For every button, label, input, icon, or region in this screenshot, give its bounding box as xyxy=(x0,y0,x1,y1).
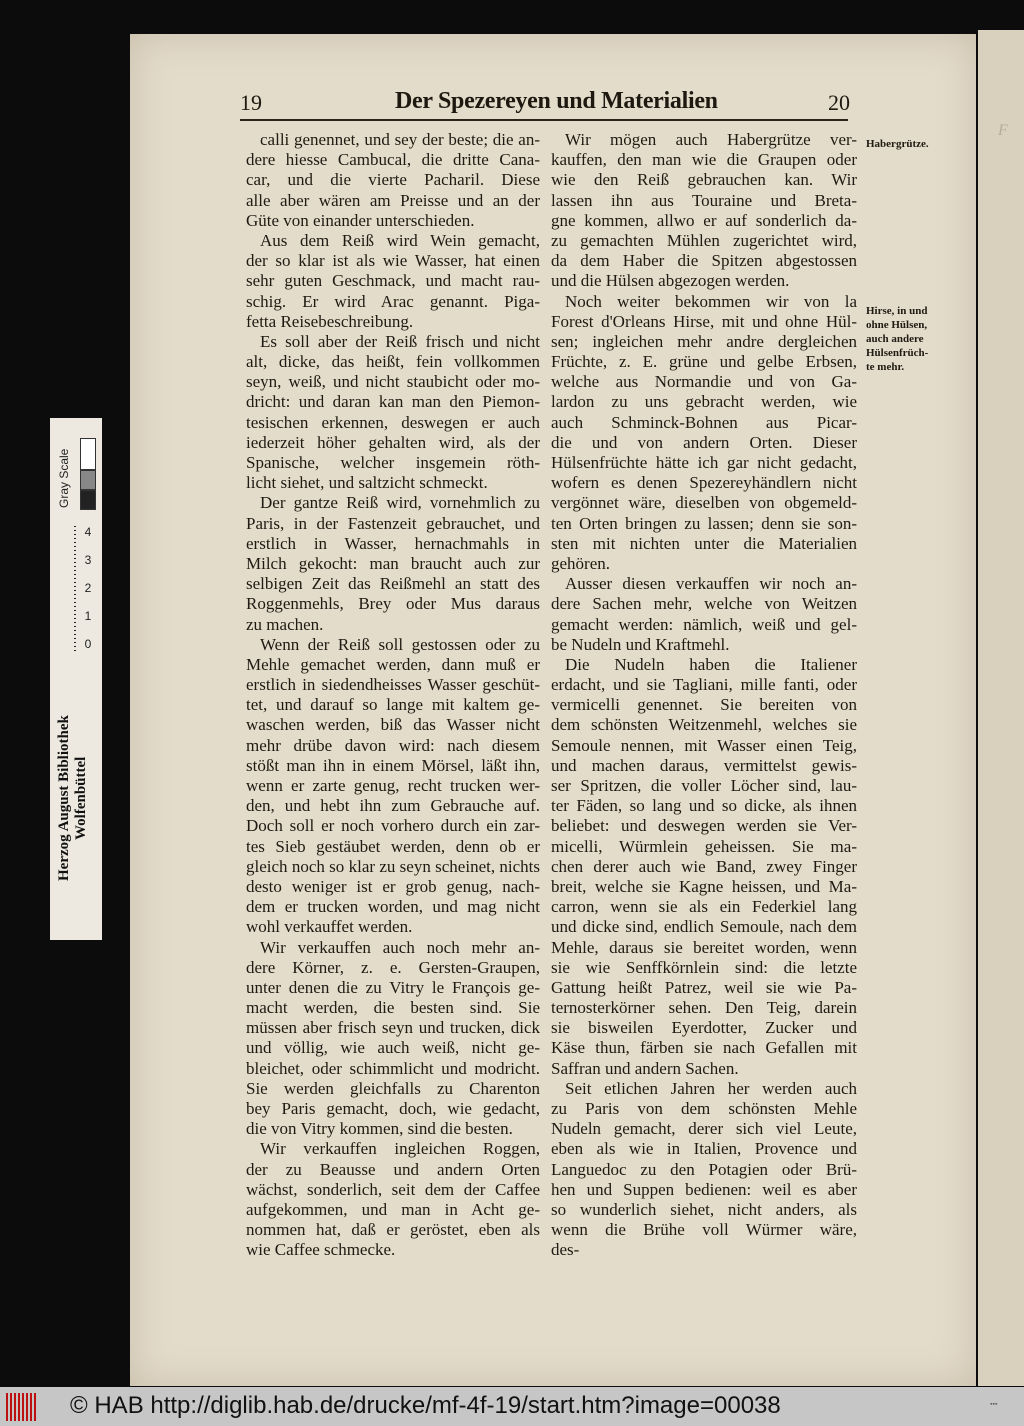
text-line: müssen aber frisch seyn und trucken, dick xyxy=(246,1018,540,1038)
text-line: Mehle gemachet werden, dann muß er xyxy=(246,654,540,674)
text-line: auch Schminck-Bohnen aus Picar- xyxy=(551,412,857,432)
text-line: Aus dem Reiß wird Wein gemacht, xyxy=(260,230,540,250)
text-line: Saffran und andern Sachen. xyxy=(551,1058,739,1078)
text-line: Die Nudeln haben die Italiener xyxy=(565,654,857,674)
text-line: lardon zu uns gebracht werden, wie xyxy=(551,392,857,412)
margin-note-line: Hirse, in und xyxy=(866,305,928,317)
text-line: Ausser diesen verkauffen wir noch an- xyxy=(565,574,857,594)
margin-note-line: ohne Hülsen, xyxy=(866,319,928,331)
text-line: unter denen die zu Vitry le François ge- xyxy=(246,977,540,997)
text-line: des- xyxy=(551,1240,580,1260)
paragraph xyxy=(551,574,857,655)
text-line: Früchte, z. E. grüne und gelbe Erbsen, xyxy=(551,352,857,372)
text-line: erstlich in siedendheisses Wasser geschüt- xyxy=(246,675,540,695)
paragraph xyxy=(551,655,857,1079)
scale-tick: 2 xyxy=(84,581,92,595)
text-line: mehr drübe davon wird: nach diesem xyxy=(246,735,540,755)
text-line: und machen daraus, vermittelst gewis- xyxy=(551,755,857,775)
text-line: Sie werden gleichfalls zu Charenton xyxy=(246,1078,540,1098)
text-line: wie den Reiß gebrauchen kan. Wir xyxy=(551,170,857,190)
text-line: sehr guten Geschmack, und macht rau- xyxy=(246,271,540,291)
running-title: Der Spezereyen und Materialien xyxy=(395,88,718,114)
text-line: aufgekommen, und man in Acht ge- xyxy=(246,1199,540,1219)
text-line: fetta Reisebeschreibung. xyxy=(246,311,414,331)
margin-note-line: te mehr. xyxy=(866,361,905,373)
text-line: Der gantze Reiß wird, vornehmlich zu xyxy=(260,493,540,513)
swatch-black xyxy=(80,490,96,510)
text-line: wie Caffee schmecke. xyxy=(246,1240,396,1260)
scale-tick: 3 xyxy=(84,553,92,567)
footer-bar xyxy=(0,1387,1024,1426)
text-line: vergönnet wäre, dieselben von obgemeld- xyxy=(551,493,857,513)
text-line: gemacht werden: nämlich, weiß und gel- xyxy=(551,614,857,634)
text-line: ter Fäden, so lang und so dicke, als ihnen xyxy=(551,796,857,816)
text-line: calli genennet, und sey der beste; die an- xyxy=(260,130,540,149)
text-line: Nudeln gemacht, derer sich viel Leute, xyxy=(551,1119,857,1139)
text-line: eben als wie in Italien, Provence und xyxy=(551,1139,857,1159)
text-line: licht siehet, und saltzicht schmeckt. xyxy=(246,473,488,493)
text-line: Languedoc zu den Potagien oder Brü- xyxy=(551,1159,857,1179)
text-line: dere Körner, z. e. Gersten-Graupen, xyxy=(246,957,540,977)
text-line: gehören. xyxy=(551,553,611,573)
margin-note-habergruetze xyxy=(866,137,929,151)
scale-tick: 1 xyxy=(84,609,92,623)
text-line: dem schönsten Weitzenmehl, welches sie xyxy=(551,715,857,735)
text-line: Wir mögen auch Habergrütze ver- xyxy=(565,130,857,149)
text-line: micelli, Würmlein geheissen. Sie ma- xyxy=(551,836,857,856)
paragraph xyxy=(551,292,857,575)
text-line: Mehle, daraus sie bereitet worden, wenn xyxy=(551,937,857,957)
text-line: erdacht, und sie Tagliani, mille fanti, oder xyxy=(551,675,857,695)
adjacent-page-edge: F xyxy=(978,30,1024,1386)
text-line: lassen ihn aus Touraine und Breta- xyxy=(551,190,857,210)
text-line: bey Paris gemacht, doch, wie gedacht, xyxy=(246,1099,540,1118)
page-number-left: 19 xyxy=(240,90,262,115)
text-line: stößt man ihn in einem Mörsel, läßt ihn, xyxy=(246,755,540,775)
text-line: dere hiesse Cambucal, die dritte Cana- xyxy=(246,150,540,170)
text-line: welche aus Normandie und von Ga- xyxy=(551,372,857,392)
text-line: selbigen Zeit das Reißmehl an statt des xyxy=(246,574,540,594)
text-line: tet, und darauf so lange mit kaltem ge- xyxy=(246,695,540,715)
text-line: sen; ingleichen mehr andre dergleichen xyxy=(551,331,857,351)
gray-scale-ruler xyxy=(50,418,102,940)
paragraph xyxy=(246,938,540,1140)
text-line: chen derer auch wie Band, zwey Finger xyxy=(551,856,857,876)
text-line: hen und Suppen bedienen: weil es aber xyxy=(551,1179,857,1199)
text-line: Seit etlichen Jahren her werden auch xyxy=(565,1078,857,1098)
text-line: carron, wenn sie als ein Federkiel lang xyxy=(551,897,857,917)
text-line: Roggenmehls, Brey oder Mus daraus xyxy=(246,594,540,614)
text-line: ternosterkörner sehen. Den Teig, darein xyxy=(551,998,857,1018)
text-line: beliebet: und deswegen werden sie Ver- xyxy=(551,816,857,836)
gray-scale-label: Gray Scale xyxy=(57,448,71,508)
text-line: zu machen. xyxy=(246,614,324,634)
text-line: den, und hebt ihn zum Gebrauche auf. xyxy=(246,796,540,816)
text-line: sie wie Senffkörnlein sind: die letzte xyxy=(551,957,857,977)
text-line: waschen werden, biß das Wasser nicht xyxy=(246,715,540,735)
paragraph xyxy=(551,130,857,292)
text-line: wohl verkauffet werden. xyxy=(246,917,413,937)
right-text-column xyxy=(551,130,857,1261)
text-line: Gattung heißt Patrez, weil sie wie Pa- xyxy=(551,977,857,997)
text-line: macht werden, die besten sind. Sie xyxy=(246,998,540,1018)
margin-note-hirse xyxy=(866,304,928,374)
text-line: Forest d'Orleans Hirse, mit und ohne Hül- xyxy=(551,311,857,331)
text-line: Wir verkauffen auch noch mehr an- xyxy=(260,937,540,957)
text-line: schig. Er wird Arac genannt. Piga- xyxy=(246,291,540,311)
paragraph xyxy=(246,493,540,634)
margin-note-line: Hülsenfrüch- xyxy=(866,347,929,359)
paragraph xyxy=(246,1139,540,1260)
text-line: zu Paris von dem schönsten Mehle xyxy=(551,1099,857,1118)
library-label xyxy=(56,663,94,933)
text-line: dere Sachen mehr, welche von Weitzen xyxy=(551,594,857,614)
footer-mark-icon: ▪▪▪ xyxy=(990,1401,998,1408)
text-line: breit, welche sie Kagne heissen, und Ma- xyxy=(551,876,857,896)
text-line: Wenn der Reiß soll gestossen oder zu xyxy=(260,634,540,654)
text-line: ten Orten bringen zu lassen; denn sie son- xyxy=(551,513,857,533)
page-number-right: 20 xyxy=(828,90,850,115)
text-line: wenn er zarte genug, recht trucken wer- xyxy=(246,776,540,795)
text-line: Noch weiter bekommen wir von la xyxy=(565,291,857,311)
text-line: die von Vitry kommen, sind die besten. xyxy=(246,1119,513,1139)
text-line: die und von andern Orten. Dieser xyxy=(551,432,857,452)
text-line: wächst, sonderlich, seit dem der Caffee xyxy=(246,1179,540,1199)
text-line: gne kommen, allwo er auf sonderlich da- xyxy=(551,210,857,230)
text-line: da dem Haber die Spitzen abgestossen xyxy=(551,251,857,271)
scale-ticks xyxy=(74,526,76,652)
text-line: Hülsenfrüchte hätte ich gar nicht gedacht, xyxy=(551,453,857,472)
text-line: und die Hülsen abgezogen werden. xyxy=(551,271,790,291)
text-line: be Nudeln und Kraftmehl. xyxy=(551,634,730,654)
text-line: dricht: und daran kan man den Piemon- xyxy=(246,392,540,412)
text-line: seyn, weiß, und nicht staubicht oder mo- xyxy=(246,372,540,392)
institution-name: Herzog August Bibliothek xyxy=(56,715,72,881)
scale-tick: 4 xyxy=(84,525,92,539)
text-line: Güte von einander unterschieden. xyxy=(246,210,475,230)
text-line: bleichet, oder schimmlicht und modricht. xyxy=(246,1058,540,1078)
text-line: alt, dicke, das heißt, fein vollkommen xyxy=(246,352,540,372)
text-line: tesischen erkennen, deswegen er auch xyxy=(246,412,540,432)
text-line: vermicelli genennet. Sie bereiten von xyxy=(551,695,857,715)
text-line: und völlig, wie auch weiß, nicht ge- xyxy=(246,1038,540,1058)
paragraph xyxy=(246,130,540,231)
text-line: Wir verkauffen ingleichen Roggen, xyxy=(260,1139,540,1159)
paragraph xyxy=(246,332,540,494)
swatch-gray xyxy=(80,470,96,490)
left-text-column xyxy=(246,130,540,1261)
text-line: so wunderlich siehet, nicht anders, als xyxy=(551,1199,857,1219)
text-line: erstlich in Wasser, hernachmahls in xyxy=(246,533,540,553)
text-line: alle aber wären am Preisse und an der xyxy=(246,190,540,210)
text-line: der zu Beausse und andern Orten xyxy=(246,1159,540,1179)
header-rule xyxy=(240,119,848,121)
paragraph xyxy=(551,1079,857,1261)
hab-logo-icon xyxy=(6,1393,38,1421)
text-line: Semoule nennen, mit Wasser einen Teig, xyxy=(551,735,857,755)
institution-place: Wolfenbüttel xyxy=(73,756,89,840)
paragraph xyxy=(246,635,540,938)
margin-note-line: Habergrütze. xyxy=(866,138,929,150)
text-line: car, und die vierte Pacharil. Diese xyxy=(246,170,540,190)
running-header xyxy=(240,88,850,118)
text-line: dem er trucken worden, und mag nicht xyxy=(246,897,540,917)
text-line: iederzeit höher gehalten wird, als der xyxy=(246,432,540,452)
text-line: und dicke sind, endlich Semoule, nach dem xyxy=(551,917,857,937)
text-line: der so klar ist als wie Wasser, hat einen xyxy=(246,251,540,271)
paragraph xyxy=(246,231,540,332)
text-line: tes Sieb gestäubet werden, denn ob er xyxy=(246,836,540,856)
text-line: kauffen, den man wie die Graupen oder xyxy=(551,150,857,170)
text-line: Doch soll er noch vorhero durch ein zar- xyxy=(246,816,540,836)
text-line: Es soll aber der Reiß frisch und nicht xyxy=(260,331,540,351)
margin-note-line: auch andere xyxy=(866,333,924,345)
text-line: sten mit nichten unter die Materialien xyxy=(551,533,857,553)
text-line: sie bisweilen Eyerdotter, Zucker und xyxy=(551,1018,857,1038)
text-line: Paris, in der Fastenzeit gebrauchet, und xyxy=(246,513,540,533)
text-line: nommen hat, daß er geröstet, eben als xyxy=(246,1220,540,1240)
scale-tick: 0 xyxy=(84,637,92,651)
text-line: gleich noch so klar zu seyn scheinet, nichts xyxy=(246,856,540,876)
text-line: desto weniger ist er grob genug, nach- xyxy=(246,876,540,896)
text-line: ser Spritzen, die voller Löcher sind, lau- xyxy=(551,776,857,795)
text-line: wenn die Brühe voll Würmer wäre, xyxy=(551,1220,857,1240)
text-line: wofern es denen Spezereyhändlern nicht xyxy=(551,473,857,493)
text-line: Spanische, welcher insgemein röth- xyxy=(246,453,540,472)
text-line: Käse thun, färben sie nach Gefallen mit xyxy=(551,1038,857,1058)
swatch-white xyxy=(80,438,96,470)
copyright-url[interactable]: © HAB http://diglib.hab.de/drucke/mf-4f-19/start.htm?image=00038 xyxy=(70,1392,781,1419)
text-line: zu gemachten Mühlen zugerichtet wird, xyxy=(551,230,857,250)
text-line: Milch gekocht: man braucht auch zur xyxy=(246,553,540,573)
